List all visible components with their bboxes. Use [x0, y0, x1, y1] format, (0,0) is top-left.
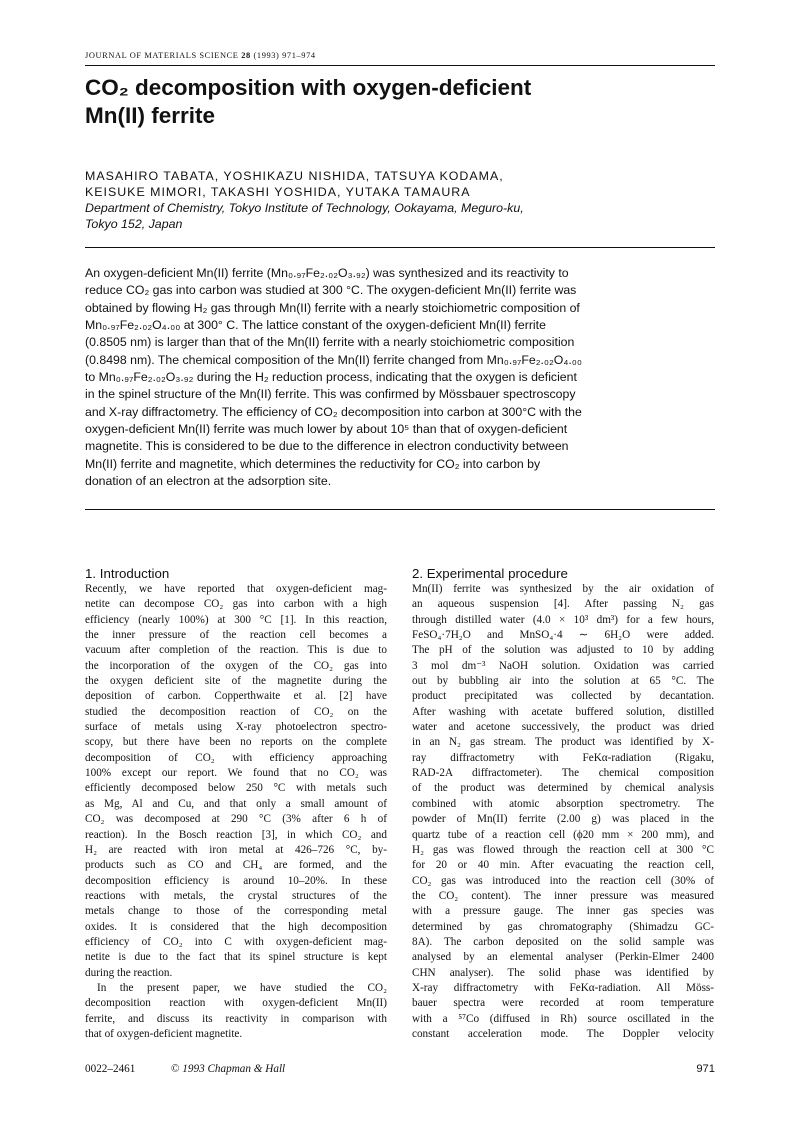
paragraph-line: through distilled water (4.0 × 10³ dm³) for a few hours, — [412, 613, 714, 626]
paragraph-line: decomposition efficiency is around 10–20%. In these — [85, 874, 387, 887]
paragraph-line: an aqueous suspension [4]. After passing N₂ gas — [412, 598, 714, 611]
abstract — [85, 265, 715, 490]
paragraph-line: CO₂ was decomposed at 290 °C (3% after 6 h of — [85, 813, 387, 826]
author-line: MASAHIRO TABATA, YOSHIKAZU NISHIDA, TATSUYA KODAMA, — [85, 169, 504, 183]
abstract-line: donation of an electron at the adsorption site. — [85, 474, 332, 489]
paragraph-line: X-ray diffractometry with FeKα-radiation. All Möss- — [412, 981, 714, 994]
copyright-symbol: © — [171, 1063, 180, 1075]
section-heading-experimental: 2. Experimental procedure — [412, 566, 568, 581]
abstract-line: to Mn₀.₉₇Fe₂.₀₂O₃.₉₂ during the H₂ reduction process, indicating that the oxygen is deficient — [85, 370, 577, 385]
column-right — [412, 565, 714, 1042]
author-line: KEISUKE MIMORI, TAKASHI YOSHIDA, YUTAKA TAMAURA — [85, 185, 471, 199]
paragraph-line: that of oxygen-deficient magnetite. — [85, 1027, 243, 1040]
abstract-line: An oxygen-deficient Mn(II) ferrite (Mn₀.₉₇Fe₂.₀₂O₃.₉₂) was synthesized and its reactivity to — [85, 266, 569, 280]
paragraph-line: CO₂ gas was introduced into the reaction cell (30% of — [412, 874, 714, 887]
paragraph-line: analysed by an elemental analyser (Perkin-Elmer 2400 — [412, 951, 714, 964]
abstract-bottom-rule — [85, 509, 715, 510]
journal-header — [85, 51, 715, 60]
paragraph-line: products such as CO and CH₄ are formed, and the — [85, 859, 387, 872]
paragraph-line: reactions with metals, the crystal structures of the — [85, 889, 387, 902]
article-title — [85, 74, 715, 130]
paragraph-line: H₂ are reacted with iron metal at 426–726 °C, by- — [85, 843, 387, 856]
abstract-line: Mn₀.₉₇Fe₂.₀₂O₄.₀₀ at 300° C. The lattice constant of the oxygen-deficient Mn(II) ferrite — [85, 318, 546, 333]
paragraph-line: of the product was determined by chemical analysis — [412, 782, 714, 795]
paragraph-line: constant acceleration mode. The Doppler velocity — [412, 1027, 714, 1040]
paragraph-line: RAD-2A diffractometer). The chemical composition — [412, 767, 714, 780]
abstract-line: (0.8505 nm) is larger than that of the Mn(II) ferrite with a nearly stoichiometric composition — [85, 335, 575, 350]
issn: 0022–2461 — [85, 1063, 136, 1075]
copyright-text: 1993 Chapman & Hall — [182, 1063, 286, 1075]
author-list — [85, 168, 715, 200]
paragraph-line: surface of metals using X-ray photoelectron spectro- — [85, 721, 387, 734]
abstract-line: in the spinel structure of the Mn(II) ferrite. This was confirmed by Mössbauer spectroscopy — [85, 387, 576, 402]
paragraph-line: product precipitated was collected by decantation. — [412, 690, 714, 703]
paragraph-line: the oxygen deficient site of the magnetite during the — [85, 675, 387, 688]
paragraph-line: 8A). The carbon deposited on the solid sample was — [412, 935, 714, 948]
paragraph-line: reaction). In the Bosch reaction [3], in which CO₂ and — [85, 828, 387, 841]
paragraph-line: decomposition reaction with oxygen-deficient Mn(II) — [85, 997, 387, 1010]
paragraph-line: scopy, but there have been no reports on the complete — [85, 736, 387, 749]
paragraph-line: Recently, we have reported that oxygen-deficient mag- — [85, 583, 387, 595]
journal-year-pages: (1993) 971–974 — [253, 51, 316, 60]
paragraph-line: out by bubbling air into the solution at 65 °C. The — [412, 675, 714, 688]
paragraph-line: decomposition of CO₂ with efficiency approaching — [85, 751, 387, 764]
affiliation-line: Department of Chemistry, Tokyo Institute of Technology, Ookayama, Meguro-ku, — [85, 201, 524, 215]
paragraph-line: netite is due to the fact that its spinel structure is kept — [85, 951, 387, 964]
paragraph-line: 100% except our report. We found that no CO₂ was — [85, 767, 387, 780]
abstract-top-rule — [85, 247, 715, 248]
header-rule — [85, 65, 715, 66]
paragraph-line: bauer spectra were recorded at room temperature — [412, 997, 714, 1010]
paragraph-line: FeSO₄·7H₂O and MnSO₄·4 ∼ 6H₂O were added. — [412, 629, 714, 642]
paragraph-line: as Mg, Al and Cu, and that only a small amount of — [85, 797, 387, 810]
paragraph-line: with a pressure gauge. The inner gas species was — [412, 905, 714, 918]
paragraph-line: during the reaction. — [85, 966, 173, 979]
paragraph-line: ray diffractometry with FeKα-radiation (Rigaku, — [412, 751, 714, 764]
title-line: Mn(II) ferrite — [85, 103, 216, 128]
section-body-introduction — [85, 582, 387, 1042]
paragraph-line: The pH of the solution was adjusted to 10 by adding — [412, 644, 714, 657]
journal-volume: 28 — [241, 51, 251, 60]
paragraph-line: efficiency of CO₂ into C with oxygen-deficient mag- — [85, 935, 387, 948]
paragraph-line: metals change to those of the corresponding metal — [85, 905, 387, 918]
abstract-line: reduce CO₂ gas into carbon was studied at 300 °C. The oxygen-deficient Mn(II) ferrite was — [85, 283, 577, 298]
paragraph-line: with a ⁵⁷Co (diffused in Rh) source oscillated in the — [412, 1012, 714, 1025]
abstract-line: oxygen-deficient Mn(II) ferrite was much lower by about 10⁵ than that of oxygen-deficient — [85, 422, 568, 437]
paragraph-line: vacuum after completion of the reaction. This is due to — [85, 644, 387, 657]
paragraph-line: netite can decompose CO₂ gas into carbon with a high — [85, 598, 387, 611]
paragraph-line: In the present paper, we have studied the CO₂ — [97, 981, 387, 994]
column-left — [85, 565, 387, 1042]
paragraph-line: efficiently decomposed below 250 °C with metals such — [85, 782, 387, 795]
paragraph-line: for 20 or 40 min. After evacuating the reaction cell, — [412, 859, 714, 872]
paragraph-line: determined by gas chromatography (Shimadzu GC- — [412, 920, 714, 933]
paragraph-line: quartz tube of a reaction cell (ϕ20 mm × 200 mm), and — [412, 828, 714, 841]
paragraph-line: the inner pressure of the reaction cell becomes a — [85, 629, 387, 642]
paragraph-line: water and acetone successively, the product was dried — [412, 721, 714, 734]
abstract-line: obtained by flowing H₂ gas through Mn(II) ferrite with a nearly stoichiometric composition of — [85, 300, 580, 315]
paragraph-line: powder of Mn(II) ferrite (2.00 g) was placed in the — [412, 813, 714, 826]
affiliation-line: Tokyo 152, Japan — [85, 217, 183, 231]
abstract-line: (0.8498 nm). The chemical composition of the Mn(II) ferrite changed from Mn₀.₉₇Fe₂.₀₂O₄.₀₀ — [85, 352, 582, 367]
paragraph-line: Mn(II) ferrite was synthesized by the air oxidation of — [412, 583, 714, 595]
copyright — [171, 1063, 285, 1075]
paragraph-line: combined with atomic absorption spectrometry. The — [412, 797, 714, 810]
paragraph-line: deposition of carbon. Copperthwaite et al. [2] have — [85, 690, 387, 703]
affiliation — [85, 200, 715, 232]
abstract-line: Mn(II) ferrite and magnetite, which determines the reductivity for CO₂ into carbon by — [85, 456, 541, 471]
section-heading-introduction: 1. Introduction — [85, 566, 170, 581]
paragraph-line: in an N₂ gas stream. The product was identified by X- — [412, 736, 714, 749]
abstract-line: magnetite. This is considered to be due to the difference in electron conductivity between — [85, 439, 569, 454]
paragraph-line: After washing with acetate buffered solution, distilled — [412, 705, 714, 718]
abstract-line: and X-ray diffractometry. The efficiency of CO₂ decomposition into carbon at 300°C with the — [85, 404, 582, 419]
paragraph-line: ferrite, and discuss its reactivity in comparison with — [85, 1012, 387, 1025]
title-line: CO₂ decomposition with oxygen-deficient — [85, 75, 532, 100]
paragraph-line: 3 mol dm⁻³ NaOH solution. Oxidation was carried — [412, 659, 714, 672]
paragraph-line: H₂ gas was flowed through the reaction cell at 300 °C — [412, 843, 714, 856]
paragraph-line: oxides. It is considered that the high decomposition — [85, 920, 387, 933]
paragraph-line: the CO₂ content). The inner pressure was measured — [412, 889, 714, 902]
page-number: 971 — [696, 1063, 715, 1075]
paragraph-line: CHN analyser). The solid phase was identified by — [412, 966, 714, 979]
journal-name: JOURNAL OF MATERIALS SCIENCE — [85, 51, 239, 60]
paragraph-line: efficiency (nearly 100%) at 300 °C [1]. In this reaction, — [85, 613, 387, 626]
paragraph-line: studied the decomposition reaction of CO₂ on the — [85, 705, 387, 718]
paragraph-line: the incorporation of the oxygen of the CO₂ gas into — [85, 659, 387, 672]
section-body-experimental — [412, 582, 714, 1042]
